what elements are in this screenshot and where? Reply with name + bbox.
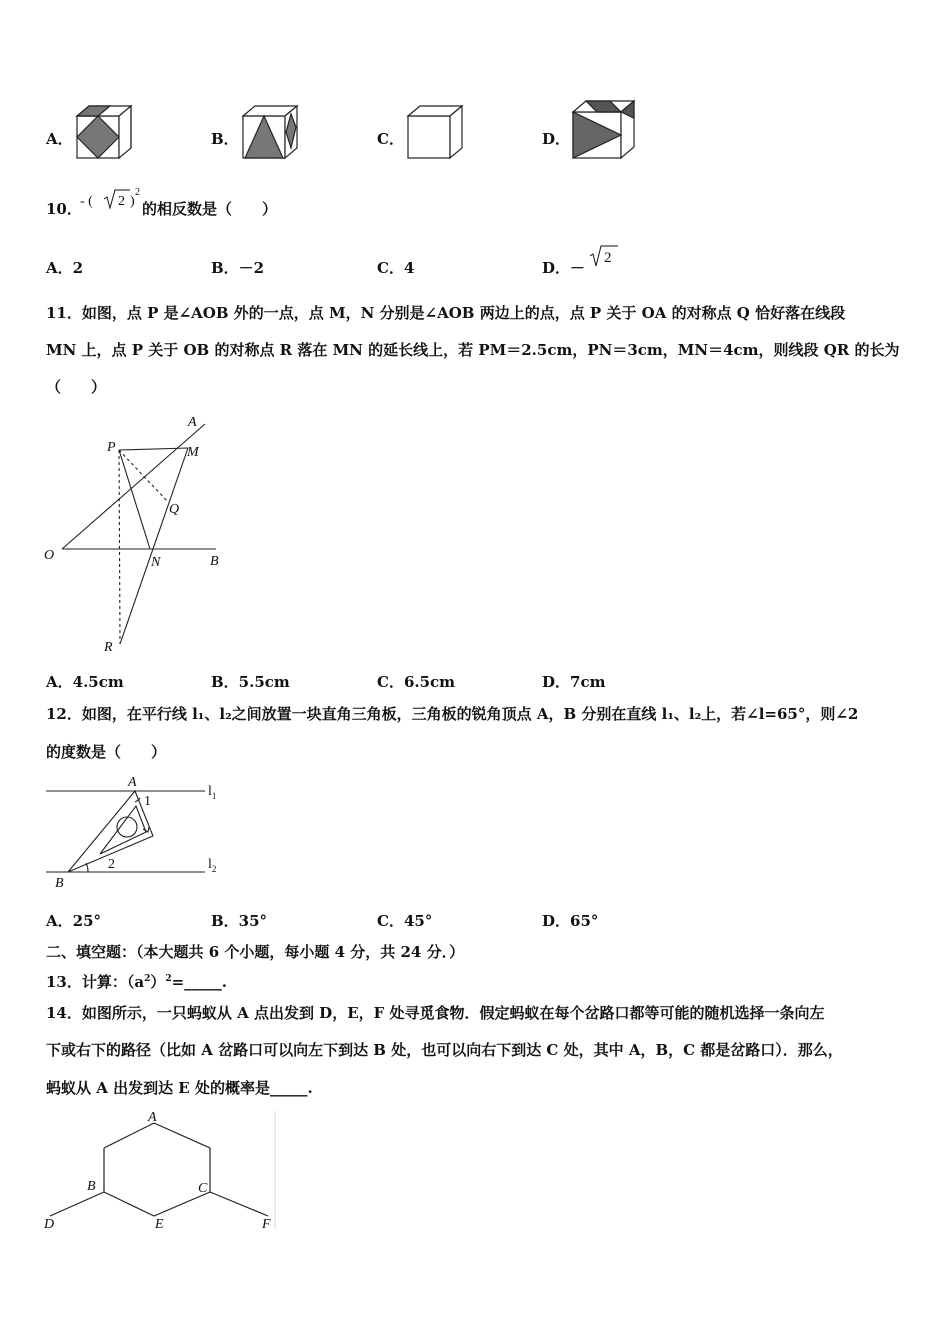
angle-2-arc	[86, 863, 88, 872]
question-13	[46, 969, 227, 992]
label-b: B	[87, 1179, 96, 1194]
label-angle-2: 2	[108, 857, 115, 872]
q11-option-c[interactable]: C．6.5cm	[377, 673, 456, 691]
q11-geometry-figure	[40, 408, 240, 660]
label-angle-1: 1	[144, 794, 151, 809]
label-b: B	[55, 876, 64, 891]
q14-stem-line2: 下或右下的路径（比如 A 岔路口可以向左下到达 B 处，也可以向右下到达 C 处，其中 A，B，C 都是岔路口）．那么，	[46, 1041, 843, 1059]
path-b-to-d	[50, 1192, 104, 1216]
segment-pm	[119, 448, 188, 450]
label-l1: $l_1$	[208, 784, 217, 801]
q13-text-mid: ）	[150, 973, 166, 991]
q10-number: 10．	[46, 200, 82, 218]
label-d: D	[44, 1217, 55, 1232]
q10-option-c[interactable]: C．4	[377, 259, 415, 277]
q12-stem-line2: 的度数是（ ）	[46, 743, 167, 761]
hexagon-paths	[104, 1123, 210, 1216]
q9-option-d-label[interactable]: D．	[542, 130, 571, 148]
label-l2: $l_2$	[208, 857, 217, 874]
q12-stem-line1: 12．如图，在平行线 l₁、l₂之间放置一块直角三角板，三角板的锐角顶点 A，B 分别在直线 l₁、l₂上，若∠l=65°，则∠2	[46, 705, 859, 723]
label-e: E	[155, 1217, 164, 1232]
q10-stem: 的相反数是（ ）	[142, 200, 278, 218]
q13-text-before: 13．计算：（a	[46, 973, 145, 991]
q10-sqrt-sign	[104, 190, 130, 208]
q11-stem-line1: 11．如图，点 P 是∠AOB 外的一点，点 M，N 分别是∠AOB 两边上的点，点 P 关于 OA 的对称点 Q 恰好落在线段	[46, 304, 846, 322]
label-m: M	[187, 445, 199, 460]
q11-stem-line3: （ ）	[46, 378, 107, 396]
q9-option-b-cube-figure	[238, 102, 302, 162]
q9-option-c-label[interactable]: C．	[377, 130, 404, 148]
q10-radicand: 2	[118, 194, 125, 209]
q9-option-b-label[interactable]: B．	[211, 130, 239, 148]
label-f: F	[262, 1217, 271, 1232]
label-c: C	[198, 1181, 208, 1196]
q9-option-a-cube-figure	[72, 102, 136, 162]
q12-triangle-figure	[40, 770, 230, 894]
q14-stem-line1: 14．如图所示，一只蚂蚁从 A 点出发到 D，E，F 处寻觅食物．假定蚂蚁在每个岔路口都等可能的随机选择一条向左	[46, 1004, 825, 1022]
q12-option-d[interactable]: D．65°	[542, 912, 599, 930]
q12-option-c[interactable]: C．45°	[377, 912, 433, 930]
label-a: A	[188, 415, 197, 430]
q14-stem-line3: 蚂蚁从 A 出发到达 E 处的概率是_____.	[46, 1079, 313, 1097]
q13-sup1: 2	[144, 974, 151, 984]
q11-option-b[interactable]: B．5.5cm	[211, 673, 290, 691]
dashed-pr	[119, 450, 120, 644]
q9-option-a-label[interactable]: A．	[46, 130, 73, 148]
q10-close-paren: )	[130, 194, 135, 209]
label-n: N	[151, 555, 161, 570]
q14-path-figure	[40, 1106, 280, 1236]
q12-option-b[interactable]: B．35°	[211, 912, 268, 930]
q9-option-c-cube-figure	[403, 102, 467, 162]
ray-oa	[62, 424, 205, 549]
q13-text-after: =_____.	[171, 973, 227, 991]
q12-option-a[interactable]: A．25°	[46, 912, 102, 930]
q11-stem-line2: MN 上，点 P 关于 OB 的对称点 R 落在 MN 的延长线上，若 PM＝2.5cm，PN＝3cm，MN＝4cm，则线段 QR 的长为	[46, 341, 900, 359]
set-square-inner	[100, 806, 146, 854]
label-b: B	[210, 554, 219, 569]
label-p: P	[107, 440, 116, 455]
label-r: R	[104, 640, 113, 655]
label-a: A	[148, 1110, 157, 1125]
q10-option-d-sqrt	[588, 242, 620, 270]
path-c-to-f	[210, 1192, 268, 1216]
q10-option-d[interactable]: D．－	[542, 259, 586, 277]
label-q: Q	[169, 502, 180, 517]
q10-expression	[80, 184, 142, 216]
section-2-heading: 二、填空题：（本大题共 6 个小题，每小题 4 分，共 24 分．）	[46, 943, 465, 961]
segment-mr	[120, 448, 188, 644]
q13-sup2: 2	[165, 974, 172, 984]
q11-option-d[interactable]: D．7cm	[542, 673, 606, 691]
q10-option-a[interactable]: A．2	[46, 259, 84, 277]
label-a: A	[128, 775, 137, 790]
label-o: O	[44, 548, 55, 563]
q10-expr-minus: - (	[80, 194, 93, 209]
dashed-pq	[119, 450, 168, 502]
q10-power: 2	[135, 187, 140, 198]
q10-option-b[interactable]: B．－2	[211, 259, 265, 277]
q9-option-d-cube-figure	[568, 98, 638, 162]
q10-option-d-radicand: 2	[604, 250, 612, 266]
q11-option-a[interactable]: A．4.5cm	[46, 673, 124, 691]
segment-pn	[119, 450, 150, 549]
